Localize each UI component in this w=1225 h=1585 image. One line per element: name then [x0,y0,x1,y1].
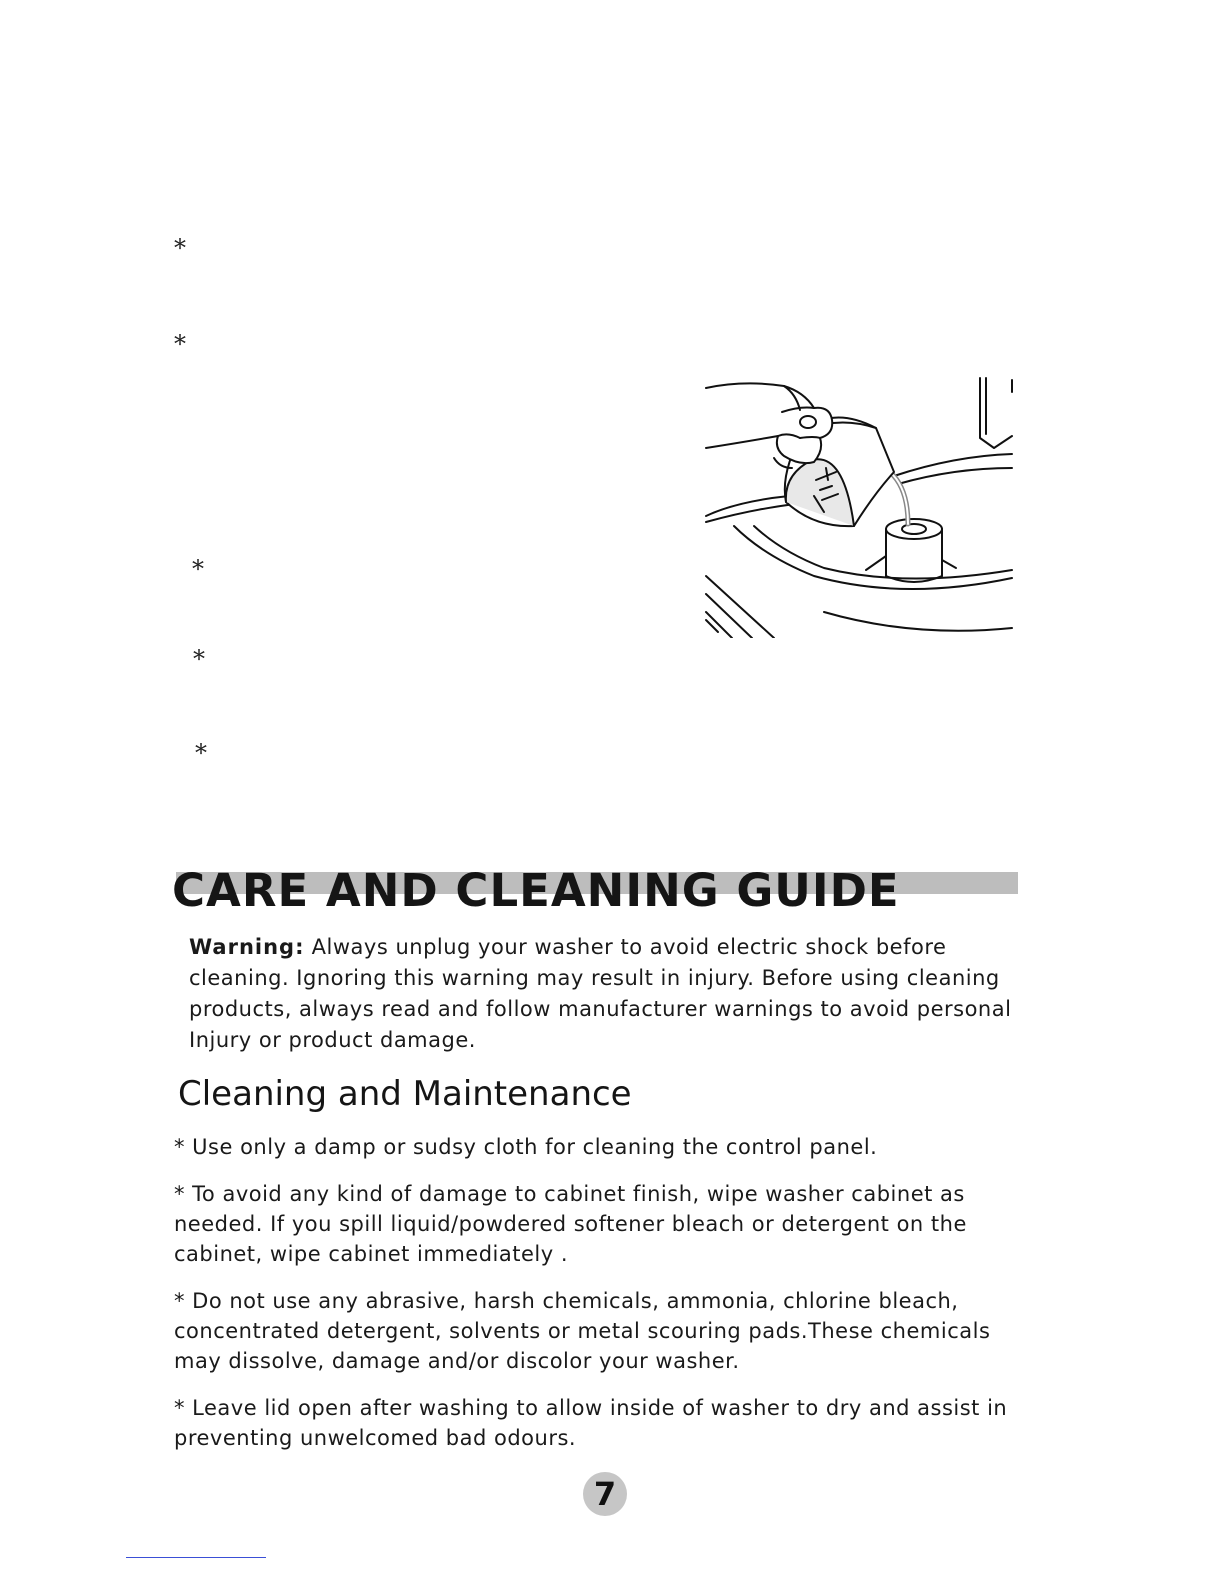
warning-paragraph [189,932,1049,1056]
stray-asterisk: * [174,234,186,262]
footer-link-underline [126,1557,266,1558]
cleaning-bullet: * To avoid any kind of damage to cabinet finish, wipe washer cabinet as needed. If you spill liquid/powdered softener bleach or detergent on the cabinet, wipe cabinet immediately . [174,1182,967,1266]
maintenance-subtitle: Cleaning and Maintenance [178,1074,632,1114]
stray-asterisk: * [195,739,207,767]
page-number: 7 [583,1472,627,1516]
section-title: CARE AND CLEANING GUIDE [172,864,900,917]
stray-asterisk: * [193,645,205,673]
warning-label: Warning: [189,935,305,959]
stray-asterisk: * [174,330,186,358]
cleaning-bullet: * Do not use any abrasive, harsh chemicals, ammonia, chlorine bleach, concentrated detergent, solvents or metal scouring pads.These chemicals may dissolve, damage and/or discolor your washer. [174,1289,991,1373]
cleaning-bullet: * Leave lid open after washing to allow inside of washer to dry and assist in preventing unwelcomed bad odours. [174,1396,1008,1450]
warning-text: Always unplug your washer to avoid electric shock before cleaning. Ignoring this warning may result in injury. Before using cleaning products, always read and follow manufacturer warnings to avoid personal Injury or product damage. [189,935,1012,1052]
stray-asterisk: * [192,555,204,583]
measuring-cup-pouring-illustration [704,376,1016,638]
cleaning-bullet: * Use only a damp or sudsy cloth for cleaning the control panel. [174,1135,878,1159]
